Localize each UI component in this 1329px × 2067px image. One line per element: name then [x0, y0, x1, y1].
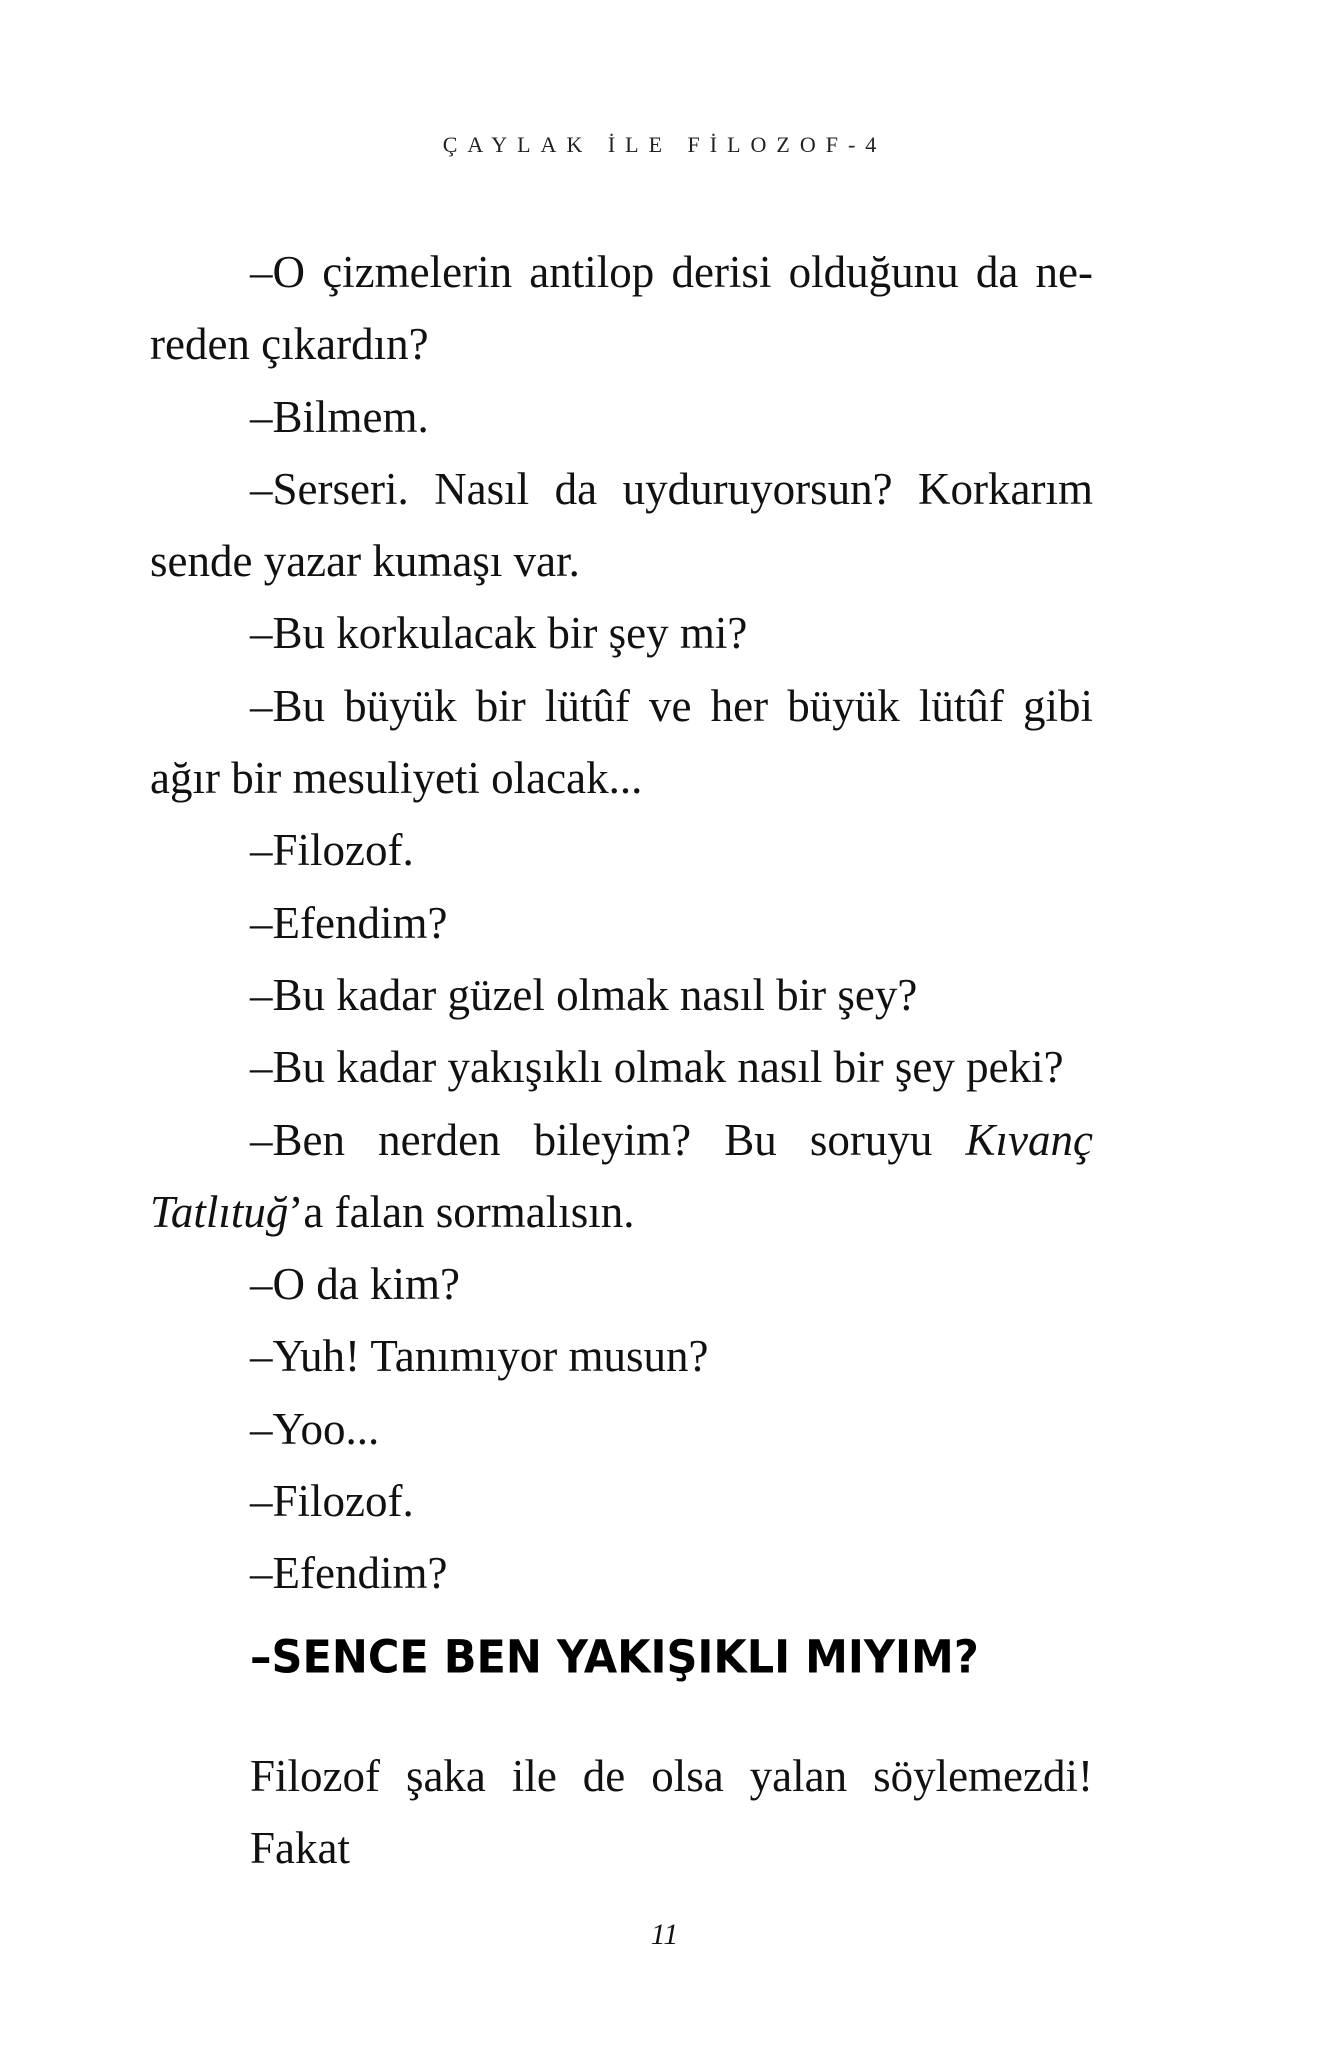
dialogue-line: –Efendim? — [250, 897, 448, 948]
dialogue-line: –Filozof. — [250, 1476, 414, 1527]
line-text: –Bu büyük bir lütûf ve her büyük lütûf gibi — [250, 680, 1093, 731]
dialogue-line: –Bilmem. — [250, 391, 429, 442]
dialogue-line — [150, 670, 1093, 815]
line-text: –O çizmelerin antilop derisi olduğunu da ne- — [250, 247, 1093, 297]
line-text: reden çıkardın? — [150, 319, 429, 370]
line-text — [200, 1104, 1093, 1176]
running-header: ÇAYLAK İLE FİLOZOF-4 — [442, 132, 887, 157]
dialogue-line: –Filozof. — [250, 825, 414, 876]
closing-paragraph: Filozof şaka ile de olsa yalan söylemezdi! Fakat — [250, 1751, 1093, 1873]
dialogue-line: –Yoo... — [250, 1403, 380, 1454]
dialogue-line: –O da kim? — [250, 1259, 460, 1310]
dialogue-line: –Bu kadar güzel olmak nasıl bir şey? — [250, 969, 918, 1020]
dialogue-line — [150, 1104, 1093, 1249]
line-text — [150, 1176, 1093, 1248]
line-text: ağır bir mesuliyeti olacak... — [150, 753, 643, 804]
dialogue-line: –Bu korkulacak bir şey mi? — [250, 608, 748, 659]
line-text: sende yazar kumaşı var. — [150, 536, 580, 587]
line-text: –Serseri. Nasıl da uyduruyorsun? Korkarım — [250, 463, 1093, 514]
italic-name: Kıvanç — [965, 1114, 1093, 1165]
line-text-plain: ’a falan sormalısın. — [288, 1186, 635, 1237]
dialogue-line: –Efendim? — [250, 1548, 448, 1599]
shout-line: –SENCE BEN YAKIŞIKLI MIYIM? — [250, 1631, 979, 1684]
line-text-plain: –Ben nerden bileyim? Bu soruyu — [250, 1114, 966, 1165]
dialogue-line — [150, 236, 1093, 381]
body-text — [150, 236, 1093, 1688]
dialogue-line — [150, 453, 1093, 598]
page-number: 11 — [650, 1918, 679, 1951]
dialogue-line: –Bu kadar yakışıklı olmak nasıl bir şey peki? — [250, 1042, 1064, 1093]
dialogue-line: –Yuh! Tanımıyor musun? — [250, 1331, 709, 1382]
italic-name: Tatlıtuğ — [150, 1186, 289, 1237]
